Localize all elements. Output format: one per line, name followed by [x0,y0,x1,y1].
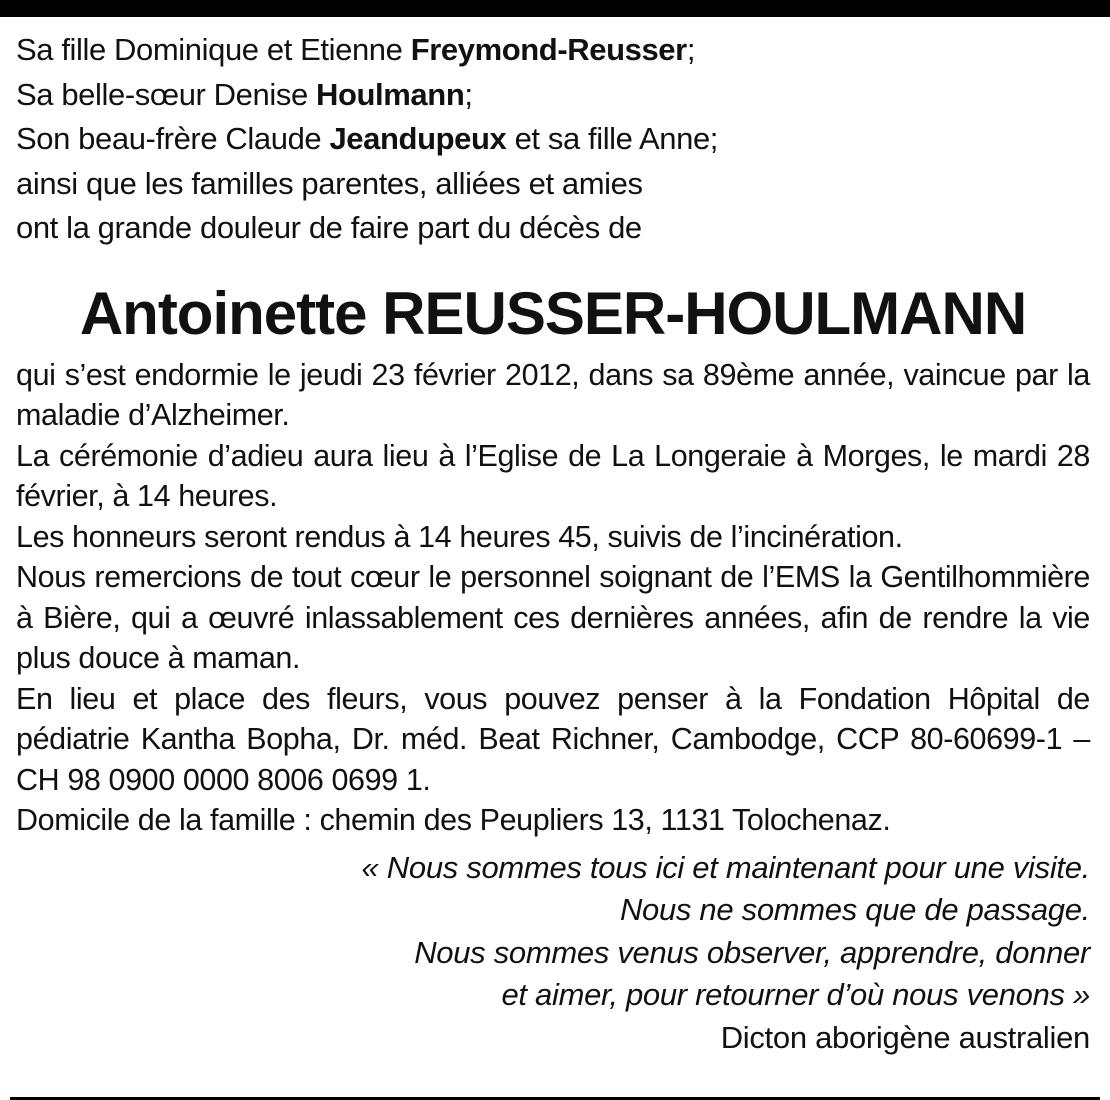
quote-line: et aimer, pour retourner d’où nous venons » [501,977,1090,1012]
paragraph-honours: Les honneurs seront rendus à 14 heures 45, suivis de l’incinération. [16,519,903,554]
paragraph-ceremony: La cérémonie d’adieu aura lieu à l’Eglise de La Longeraie à Morges, le mardi 28 février, à 14 heures. [16,438,1090,513]
family-line-sister-in-law: Sa belle-sœur Denise Houlmann; [16,76,473,112]
deceased-name: Antoinette REUSSER-HOULMANN [79,279,1027,347]
paragraph-passing: qui s’est endormie le jeudi 23 février 2012, dans sa 89ème année, vaincue par la maladie d’Alzheimer. [16,357,1090,432]
family-line-relatives: ainsi que les familles parentes, alliées et amies [16,165,643,201]
family-announcement [16,28,1090,251]
quote-line: Nous ne sommes que de passage. [619,892,1090,927]
paragraph-donations: En lieu et place des fleurs, vous pouvez penser à la Fondation Hôpital de pédiatrie Kantha Bopha, Dr. méd. Beat Richner, Cambodge, CCP 80-60699-1 – CH 98 0900 0000 8006 0699 1. [16,681,1090,797]
family-line-daughter: Sa fille Dominique et Etienne Freymond-Reusser; [16,32,696,67]
surname-jeandupeux: Jeandupeux [329,121,507,156]
family-line-brother-in-law: Son beau-frère Claude Jeandupeux et sa fille Anne; [16,121,719,156]
quote-attribution: Dicton aborigène australien [720,1019,1090,1055]
family-line-announcement: ont la grande douleur de faire part du décès de [16,210,642,245]
top-black-rule [0,0,1110,17]
paragraph-thanks: Nous remercions de tout cœur le personnel soignant de l’EMS la Gentilhommière à Bière, qui a œuvré inlassablement ces dernières années, afin de rendre la vie plus douce à maman. [16,560,1090,675]
closing-quote [16,847,1090,1060]
paragraph-family-address: Domicile de la famille : chemin des Peupliers 13, 1131 Tolochenaz. [16,803,891,837]
surname-houlmann: Houlmann [316,76,465,112]
quote-line: « Nous sommes tous ici et maintenant pour une visite. [361,849,1090,885]
quote-line: Nous sommes venus observer, apprendre, donner [414,934,1090,970]
surname-freymond-reusser: Freymond-Reusser [410,32,687,67]
notice-body [16,355,1090,841]
death-notice [16,28,1090,1059]
